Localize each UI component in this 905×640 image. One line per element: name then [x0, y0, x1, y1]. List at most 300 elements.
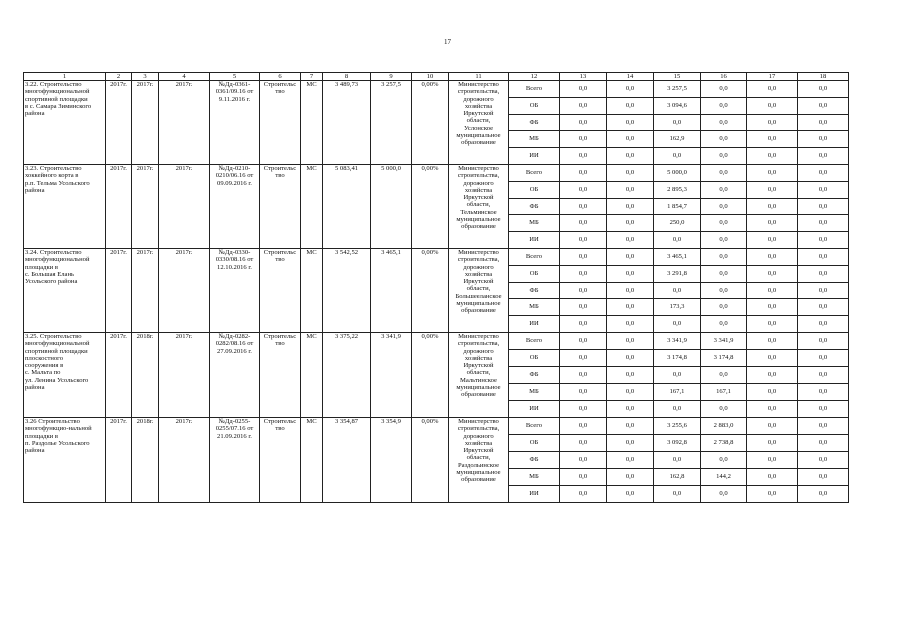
contract-number — [210, 333, 260, 418]
funding-value: 0,0 — [560, 148, 607, 165]
funding-value: 0,0 — [607, 131, 654, 148]
funding-value: 0,0 — [701, 182, 747, 199]
funding-value: 0,0 — [747, 148, 798, 165]
cell-line: №Дд-0210- — [218, 165, 251, 172]
funding-source: ИИ — [509, 316, 560, 333]
cell-line: строительства, — [457, 256, 500, 264]
funding-value: 0,0 — [747, 283, 798, 299]
funding-value: 0,0 — [560, 384, 607, 401]
cell-line: 0282/08.16 от — [215, 340, 254, 348]
readiness-percent: 0,00% — [412, 165, 449, 249]
funding-value: 3 174,8 — [654, 350, 701, 367]
cell-line: строительства, — [457, 88, 500, 96]
cell-line: области, — [466, 285, 491, 293]
funding-value: 0,0 — [654, 486, 701, 503]
funding-value: 0,0 — [701, 316, 747, 333]
funding-value: 0,0 — [560, 81, 607, 98]
cell-line: 3.23. Строительство — [25, 165, 82, 172]
funding-value: 2 883,0 — [701, 418, 747, 435]
total-cost: 3 354,9 — [371, 418, 412, 503]
work-type — [260, 418, 301, 503]
funding-value: 0,0 — [701, 165, 747, 182]
contract-year: 2017г. — [159, 81, 210, 165]
funding-value: 0,0 — [560, 350, 607, 367]
funding-value: 3 341,9 — [701, 333, 747, 350]
cell-line: с. Мальта по — [25, 369, 61, 377]
funding-value: 0,0 — [560, 283, 607, 299]
funding-value: 0,0 — [798, 299, 849, 316]
funding-source: ОБ — [509, 98, 560, 115]
work-type — [260, 333, 301, 418]
funding-value: 0,0 — [654, 232, 701, 249]
funding-value: 0,0 — [798, 283, 849, 299]
contract-year: 2017г. — [159, 165, 210, 249]
cell-line: Большееланское — [455, 292, 502, 300]
funding-value: 0,0 — [560, 418, 607, 435]
column-number: 2 — [106, 73, 132, 81]
column-number: 4 — [159, 73, 210, 81]
funding-value: 0,0 — [607, 469, 654, 486]
cell-line: муниципальное — [456, 216, 501, 224]
cell-line: области, — [466, 369, 491, 377]
cell-line: района — [25, 447, 45, 455]
cell-line: плоскостного — [25, 354, 64, 362]
column-number: 10 — [412, 73, 449, 81]
funding-value: 3 291,8 — [654, 266, 701, 283]
funding-value: 0,0 — [701, 283, 747, 299]
cell-line: 21.09.2016 г. — [217, 432, 252, 440]
cell-line: образование — [461, 307, 496, 315]
funding-value: 0,0 — [560, 182, 607, 199]
cell-line: дорожного — [463, 179, 494, 187]
funding-value: 0,0 — [607, 418, 654, 435]
estimated-cost: 3 354,87 — [323, 418, 371, 503]
responsible-body — [449, 418, 509, 503]
column-number: 8 — [323, 73, 371, 81]
total-cost: 3 341,9 — [371, 333, 412, 418]
funding-source: ФБ — [509, 199, 560, 215]
funding-value: 0,0 — [747, 401, 798, 418]
funding-value: 0,0 — [560, 486, 607, 503]
funding-value: 0,0 — [560, 333, 607, 350]
cell-line: хозяйства — [464, 102, 493, 110]
funding-value: 0,0 — [798, 469, 849, 486]
cell-line: 09.09.2016 г. — [217, 179, 252, 187]
end-year: 2017г. — [132, 165, 159, 249]
responsible-body — [449, 81, 509, 165]
start-year: 2017г. — [106, 249, 132, 333]
funding-value: 0,0 — [607, 98, 654, 115]
funding-value: 0,0 — [560, 469, 607, 486]
cell-line: муниципальное — [456, 132, 501, 140]
funding-value: 2 738,8 — [701, 435, 747, 452]
funding-value: 0,0 — [798, 215, 849, 232]
estimated-cost: 3 489,73 — [323, 81, 371, 165]
end-year: 2017г. — [132, 249, 159, 333]
contract-number — [210, 165, 260, 249]
funding-source: МБ — [509, 299, 560, 316]
funding-value: 0,0 — [747, 98, 798, 115]
cell-line: дорожного — [463, 95, 494, 103]
work-type — [260, 249, 301, 333]
column-number: 12 — [509, 73, 560, 81]
cell-line: многофункцио-нальной — [25, 425, 92, 433]
cell-line: тво — [275, 425, 285, 433]
cell-line: района — [25, 384, 45, 392]
funding-source: Всего — [509, 165, 560, 182]
funding-source: ФБ — [509, 367, 560, 384]
cell-line: Министерство — [458, 165, 499, 172]
funding-value: 0,0 — [560, 401, 607, 418]
funding-value: 0,0 — [607, 299, 654, 316]
cell-line: Министерство — [458, 418, 499, 425]
funding-value: 0,0 — [607, 232, 654, 249]
funding-value: 0,0 — [560, 115, 607, 131]
cell-line: №Дд-0330- — [218, 249, 251, 256]
funding-source: ИИ — [509, 232, 560, 249]
funding-value: 0,0 — [798, 199, 849, 215]
project-name — [24, 418, 106, 503]
funding-value: 0,0 — [747, 249, 798, 266]
cell-line: Министерство — [458, 333, 499, 340]
cell-line: Иркутской — [463, 194, 494, 202]
funding-value: 0,0 — [747, 452, 798, 469]
funding-value: 0,0 — [701, 148, 747, 165]
readiness-percent: 0,00% — [412, 418, 449, 503]
cell-line: 27.09.2016 г. — [217, 347, 252, 355]
cell-line: 12.10.2016 г. — [217, 263, 252, 271]
funding-source: МБ — [509, 469, 560, 486]
funding-value: 0,0 — [701, 131, 747, 148]
funding-source: МБ — [509, 215, 560, 232]
cell-line: 0361/09.16 от — [215, 88, 254, 96]
column-number: 14 — [607, 73, 654, 81]
cell-line: в с. Самара Зиминского — [25, 102, 92, 110]
cell-line: района — [25, 186, 45, 194]
funding-value: 0,0 — [701, 452, 747, 469]
funding-value: 0,0 — [798, 316, 849, 333]
funding-value: 250,0 — [654, 215, 701, 232]
cell-line: тво — [275, 256, 285, 264]
funding-value: 0,0 — [654, 401, 701, 418]
funding-source: ФБ — [509, 115, 560, 131]
funding-value: 0,0 — [798, 232, 849, 249]
ownership: МС — [301, 333, 323, 418]
funding-value: 0,0 — [798, 115, 849, 131]
funding-value: 3 092,8 — [654, 435, 701, 452]
funding-value: 0,0 — [747, 316, 798, 333]
cell-line: муниципальное — [456, 469, 501, 477]
funding-value: 0,0 — [747, 350, 798, 367]
cell-line: образование — [461, 476, 496, 484]
funding-source: Всего — [509, 333, 560, 350]
end-year: 2018г. — [132, 333, 159, 418]
funding-source: ИИ — [509, 148, 560, 165]
column-number: 1 — [24, 73, 106, 81]
cell-line: Услонское — [463, 124, 494, 132]
funding-value: 0,0 — [607, 199, 654, 215]
cell-line: муниципальное — [456, 300, 501, 308]
cell-line: 3.26 Строительство — [25, 418, 80, 425]
budget-table — [23, 72, 849, 503]
column-number: 13 — [560, 73, 607, 81]
funding-value: 0,0 — [747, 435, 798, 452]
funding-value: 0,0 — [654, 367, 701, 384]
funding-value: 0,0 — [798, 401, 849, 418]
work-type — [260, 81, 301, 165]
cell-line: Иркутской — [463, 110, 494, 118]
cell-line: области, — [466, 117, 491, 125]
funding-value: 1 854,7 — [654, 199, 701, 215]
funding-value: 0,0 — [701, 115, 747, 131]
cell-line: №Дд-0255- — [218, 418, 251, 425]
cell-line: Строительс — [263, 81, 297, 88]
funding-value: 0,0 — [798, 81, 849, 98]
funding-value: 0,0 — [607, 115, 654, 131]
funding-value: 0,0 — [607, 316, 654, 333]
funding-value: 162,8 — [654, 469, 701, 486]
cell-line: образование — [461, 391, 496, 399]
funding-value: 0,0 — [607, 266, 654, 283]
cell-line: Раздольинское — [457, 461, 500, 469]
total-cost: 3 465,1 — [371, 249, 412, 333]
cell-line: 3.22. Строительство — [25, 81, 82, 88]
cell-line: спортивной площадки — [25, 347, 88, 355]
cell-line: образование — [461, 139, 496, 147]
cell-line: Тельминское — [460, 208, 497, 216]
cell-line: с. Большая Елань — [25, 270, 74, 278]
start-year: 2017г. — [106, 418, 132, 503]
funding-value: 0,0 — [747, 182, 798, 199]
funding-value: 0,0 — [654, 283, 701, 299]
cell-line: Строительс — [263, 418, 297, 425]
funding-value: 3 255,6 — [654, 418, 701, 435]
funding-value: 0,0 — [747, 486, 798, 503]
funding-value: 2 895,3 — [654, 182, 701, 199]
funding-value: 3 341,9 — [654, 333, 701, 350]
cell-line: Мальтинское — [460, 376, 497, 384]
funding-value: 3 465,1 — [654, 249, 701, 266]
ownership: МС — [301, 81, 323, 165]
project-name — [24, 165, 106, 249]
cell-line: п. Раздолье Усольского — [25, 439, 90, 447]
cell-line: Иркутской — [463, 278, 494, 286]
funding-source: МБ — [509, 131, 560, 148]
responsible-body — [449, 165, 509, 249]
funding-value: 0,0 — [798, 367, 849, 384]
cell-line: 9.11.2016 г. — [218, 95, 251, 103]
column-number-row — [24, 73, 849, 81]
funding-value: 0,0 — [747, 384, 798, 401]
contract-number — [210, 249, 260, 333]
funding-value: 0,0 — [798, 486, 849, 503]
cell-line: хозяйства — [464, 354, 493, 362]
funding-value: 0,0 — [607, 165, 654, 182]
funding-value: 0,0 — [654, 452, 701, 469]
funding-value: 0,0 — [607, 333, 654, 350]
funding-value: 0,0 — [607, 249, 654, 266]
cell-line: Усольского района — [25, 278, 78, 286]
funding-value: 0,0 — [747, 115, 798, 131]
funding-value: 3 174,8 — [701, 350, 747, 367]
funding-value: 0,0 — [701, 215, 747, 232]
project-row — [24, 249, 849, 266]
funding-source: ОБ — [509, 350, 560, 367]
funding-value: 0,0 — [798, 384, 849, 401]
cell-line: Иркутской — [463, 447, 494, 455]
funding-value: 0,0 — [747, 333, 798, 350]
cell-line: строительства, — [457, 172, 500, 180]
cell-line: Министерство — [458, 81, 499, 88]
estimated-cost: 3 375,22 — [323, 333, 371, 418]
funding-value: 3 094,6 — [654, 98, 701, 115]
funding-value: 0,0 — [560, 299, 607, 316]
funding-value: 0,0 — [560, 435, 607, 452]
contract-number — [210, 418, 260, 503]
funding-source: Всего — [509, 249, 560, 266]
column-number: 15 — [654, 73, 701, 81]
cell-line: Министерство — [458, 249, 499, 256]
funding-value: 0,0 — [654, 115, 701, 131]
funding-value: 144,2 — [701, 469, 747, 486]
funding-value: 0,0 — [607, 486, 654, 503]
funding-value: 0,0 — [654, 148, 701, 165]
project-row — [24, 418, 849, 435]
funding-value: 0,0 — [560, 452, 607, 469]
funding-value: 0,0 — [607, 81, 654, 98]
column-number: 5 — [210, 73, 260, 81]
cell-line: области, — [466, 201, 491, 209]
responsible-body — [449, 249, 509, 333]
funding-value: 0,0 — [798, 148, 849, 165]
funding-value: 0,0 — [798, 418, 849, 435]
readiness-percent: 0,00% — [412, 249, 449, 333]
start-year: 2017г. — [106, 333, 132, 418]
funding-value: 0,0 — [607, 148, 654, 165]
contract-year: 2017г. — [159, 249, 210, 333]
funding-value: 0,0 — [798, 249, 849, 266]
funding-value: 0,0 — [798, 435, 849, 452]
funding-value: 0,0 — [747, 367, 798, 384]
column-number: 3 — [132, 73, 159, 81]
cell-line: хозяйства — [464, 186, 493, 194]
funding-value: 0,0 — [701, 266, 747, 283]
funding-value: 0,0 — [560, 249, 607, 266]
funding-value: 0,0 — [798, 333, 849, 350]
funding-value: 0,0 — [607, 384, 654, 401]
cell-line: Строительс — [263, 333, 297, 340]
funding-value: 0,0 — [798, 165, 849, 182]
funding-value: 0,0 — [607, 215, 654, 232]
ownership: МС — [301, 418, 323, 503]
funding-value: 0,0 — [798, 266, 849, 283]
funding-value: 0,0 — [560, 131, 607, 148]
funding-value: 0,0 — [701, 367, 747, 384]
end-year: 2018г. — [132, 418, 159, 503]
funding-source: МБ — [509, 384, 560, 401]
funding-value: 162,9 — [654, 131, 701, 148]
column-number: 16 — [701, 73, 747, 81]
funding-value: 167,1 — [701, 384, 747, 401]
page-number: 17 — [444, 38, 451, 46]
project-name — [24, 333, 106, 418]
end-year: 2017г. — [132, 81, 159, 165]
funding-value: 0,0 — [798, 350, 849, 367]
funding-value: 0,0 — [798, 182, 849, 199]
funding-value: 0,0 — [607, 182, 654, 199]
cell-line: площадки в — [25, 263, 58, 271]
cell-line: 3.25. Строительство — [25, 333, 82, 340]
cell-line: строительства, — [457, 340, 500, 348]
funding-value: 0,0 — [701, 98, 747, 115]
funding-value: 173,3 — [654, 299, 701, 316]
funding-value: 0,0 — [701, 401, 747, 418]
funding-value: 0,0 — [654, 316, 701, 333]
funding-value: 0,0 — [701, 81, 747, 98]
funding-value: 0,0 — [560, 367, 607, 384]
funding-source: Всего — [509, 81, 560, 98]
funding-value: 0,0 — [798, 131, 849, 148]
cell-line: спортивной площадки — [25, 95, 88, 103]
cell-line: муниципальное — [456, 384, 501, 392]
cell-line: тво — [275, 172, 285, 180]
cell-line: дорожного — [463, 347, 494, 355]
readiness-percent: 0,00% — [412, 333, 449, 418]
cell-line: области, — [466, 454, 491, 462]
funding-value: 0,0 — [701, 486, 747, 503]
funding-value: 0,0 — [560, 215, 607, 232]
start-year: 2017г. — [106, 81, 132, 165]
funding-source: ОБ — [509, 182, 560, 199]
funding-source: ОБ — [509, 435, 560, 452]
funding-value: 0,0 — [747, 131, 798, 148]
column-number: 18 — [798, 73, 849, 81]
funding-value: 0,0 — [701, 199, 747, 215]
funding-value: 0,0 — [747, 199, 798, 215]
cell-line: хозяйства — [464, 439, 493, 447]
responsible-body — [449, 333, 509, 418]
funding-value: 0,0 — [560, 199, 607, 215]
estimated-cost: 3 542,52 — [323, 249, 371, 333]
cell-line: №Дд-0282- — [218, 333, 251, 340]
cell-line: Иркутской — [463, 362, 494, 370]
funding-value: 0,0 — [798, 452, 849, 469]
funding-value: 0,0 — [560, 316, 607, 333]
start-year: 2017г. — [106, 165, 132, 249]
cell-line: дорожного — [463, 432, 494, 440]
ownership: МС — [301, 249, 323, 333]
cell-line: 0330/08.16 от — [215, 256, 254, 264]
funding-value: 0,0 — [747, 418, 798, 435]
cell-line: тво — [275, 88, 285, 96]
funding-value: 0,0 — [607, 367, 654, 384]
funding-value: 0,0 — [607, 283, 654, 299]
cell-line: Строительс — [263, 165, 297, 172]
funding-source: ОБ — [509, 266, 560, 283]
column-number: 6 — [260, 73, 301, 81]
funding-source: ИИ — [509, 486, 560, 503]
total-cost: 3 257,5 — [371, 81, 412, 165]
estimated-cost: 5 083,41 — [323, 165, 371, 249]
funding-value: 0,0 — [607, 350, 654, 367]
project-row — [24, 333, 849, 350]
funding-value: 0,0 — [747, 299, 798, 316]
project-row — [24, 165, 849, 182]
funding-source: ФБ — [509, 283, 560, 299]
funding-value: 0,0 — [798, 98, 849, 115]
funding-value: 0,0 — [607, 401, 654, 418]
project-name — [24, 249, 106, 333]
